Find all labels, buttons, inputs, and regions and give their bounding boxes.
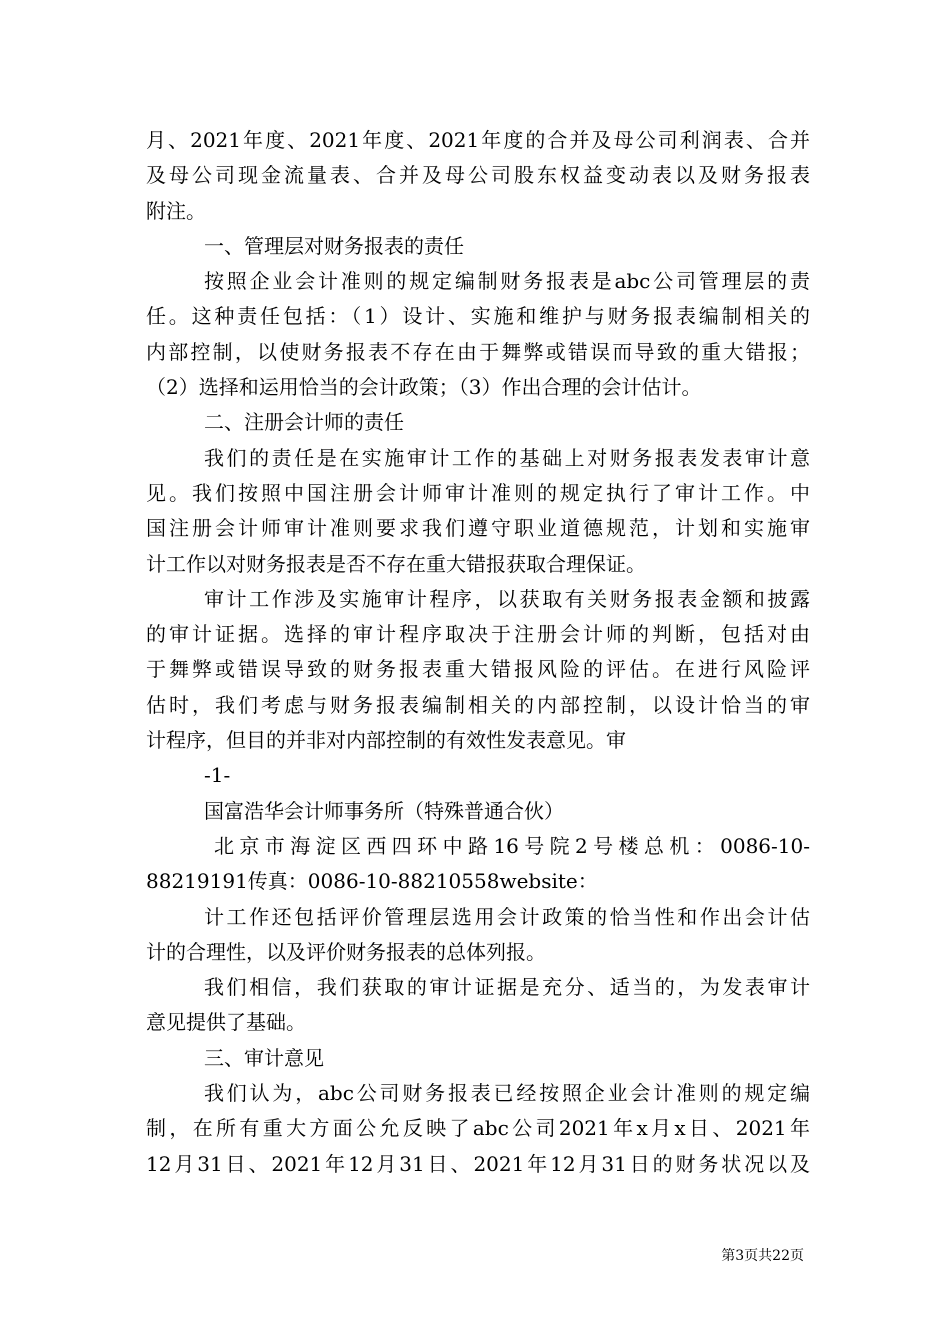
text-line: 审计工作涉及实施审计程序，以获取有关财务报表金额和披露 [204, 586, 810, 611]
text-line: 计程序，但目的并非对内部控制的有效性发表意见。审 [146, 728, 626, 753]
text-line: 意见提供了基础。 [146, 1010, 306, 1035]
text-line: （2）选择和运用恰当的会计政策；（3）作出合理的会计估计。 [146, 375, 702, 400]
text-line: 我们相信，我们获取的审计证据是充分、适当的，为发表审计 [204, 975, 810, 1000]
text-line: 的审计证据。选择的审计程序取决于注册会计师的判断，包括对由 [146, 622, 810, 647]
section-heading: 一、管理层对财务报表的责任 [204, 233, 464, 258]
text-line: 内部控制，以使财务报表不存在由于舞弊或错误而导致的重大错报； [146, 339, 810, 364]
document-body [146, 123, 810, 1182]
text-line: 我们的责任是在实施审计工作的基础上对财务报表发表审计意 [204, 445, 810, 470]
text-line: 计工作还包括评价管理层选用会计政策的恰当性和作出会计估 [204, 904, 810, 929]
text-line: 我们认为，abc公司财务报表已经按照企业会计准则的规定编 [204, 1081, 810, 1106]
firm-name: 国富浩华会计师事务所（特殊普通合伙） [204, 798, 564, 823]
section-heading: 三、审计意见 [204, 1045, 324, 1070]
text-line: 任。这种责任包括：（1）设计、实施和维护与财务报表编制相关的 [146, 304, 810, 329]
text-line: 12月31日、2021年12月31日、2021年12月31日的财务状况以及 [146, 1151, 810, 1176]
firm-address: 北京市海淀区西四环中路16号院2号楼总机：0086-10- [214, 833, 810, 858]
text-line: 制，在所有重大方面公允反映了abc公司2021年x月x日、2021年 [146, 1116, 810, 1141]
text-line: 计工作以对财务报表是否不存在重大错报获取合理保证。 [146, 551, 646, 576]
page-number-inline: -1- [204, 763, 231, 788]
text-line: 于舞弊或错误导致的财务报表重大错报风险的评估。在进行风险评 [146, 657, 810, 682]
text-line: 计的合理性，以及评价财务报表的总体列报。 [146, 939, 546, 964]
text-line: 国注册会计师审计准则要求我们遵守职业道德规范，计划和实施审 [146, 516, 810, 541]
text-line: 月、2021年度、2021年度、2021年度的合并及母公司利润表、合并 [146, 128, 810, 152]
text-line: 及母公司现金流量表、合并及母公司股东权益变动表以及财务报表 [146, 163, 810, 188]
text-line: 见。我们按照中国注册会计师审计准则的规定执行了审计工作。中 [146, 480, 810, 505]
firm-contact: 88219191传真：0086-10-88210558website： [146, 869, 598, 894]
text-line: 按照企业会计准则的规定编制财务报表是abc公司管理层的责 [204, 269, 810, 294]
text-line: 估时，我们考虑与财务报表编制相关的内部控制，以设计恰当的审 [146, 692, 810, 717]
section-heading: 二、注册会计师的责任 [204, 410, 404, 435]
page-footer: 第3页共22页 [721, 1248, 804, 1264]
text-line: 附注。 [146, 198, 206, 223]
